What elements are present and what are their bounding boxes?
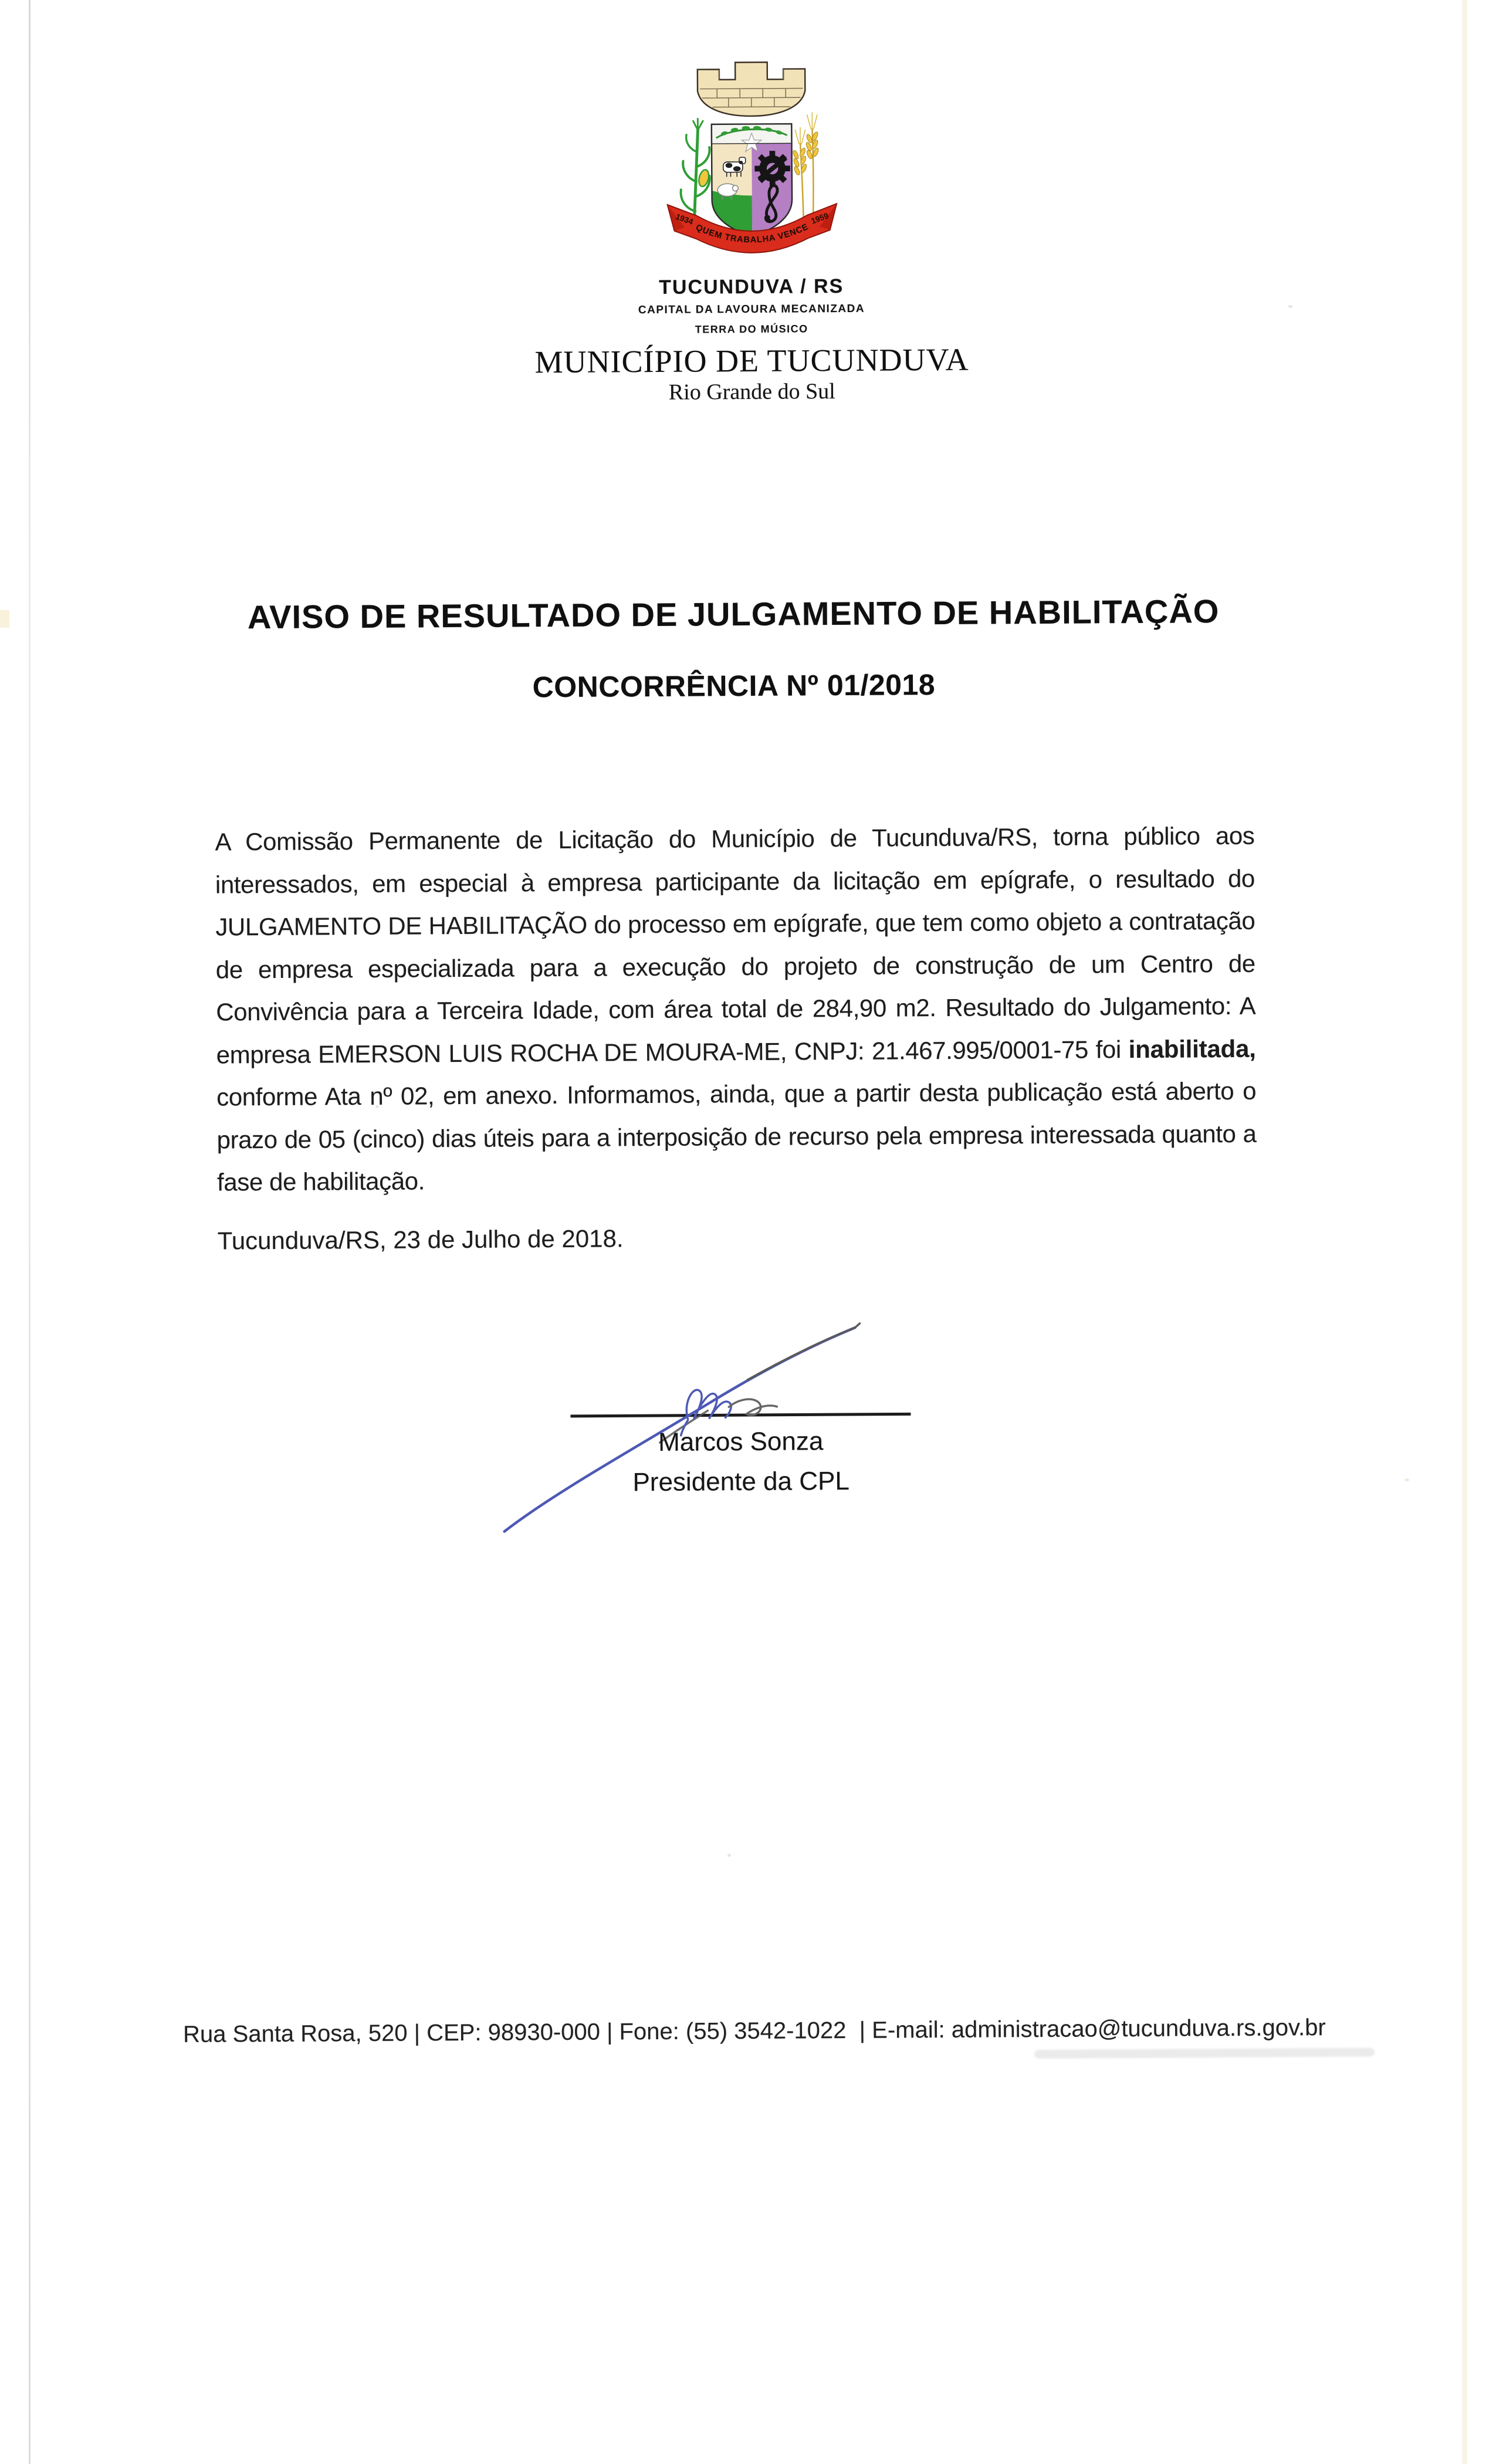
letterhead-city-line: TUCUNDUVA / RS xyxy=(659,275,844,299)
letterhead-municipality: MUNICÍPIO DE TUCUNDUVA xyxy=(534,341,969,380)
scan-artifact-footer-smudge xyxy=(1034,2048,1375,2059)
mural-crown-icon xyxy=(698,62,805,117)
letterhead-tagline-1: CAPITAL DA LAVOURA MECANIZADA xyxy=(638,302,865,317)
signer-name: Marcos Sonza xyxy=(658,1427,824,1457)
footer-contact-line: Rua Santa Rosa, 520 | CEP: 98930-000 | Fone: (55) 3542-1022 | E-mail: administracao@tucunduva.rs.gov.br xyxy=(182,2015,1326,2047)
crest-shield xyxy=(712,124,793,236)
body-text-bold: inabilitada, xyxy=(1128,1034,1256,1063)
body-text-part1: A Comissão Permanente de Licitação do Município de Tucunduva/RS, torna público aos interessados, em especial à empresa participante da licitação em epígrafe, o resultado do JULGAMENTO DE HABILITAÇÃO do processo em epígrafe, que tem como objeto a contratação de empresa especializada para a execução do projeto de construção de um Centro de Convivência para a Terceira Idade, com área total de 284,90 m2. Resultado do Julgamento: A empresa EMERSON LUIS ROCHA DE MOURA-ME, CNPJ: 21.467.995/0001-75 foi xyxy=(215,821,1256,1069)
crest-year-right: 1959 xyxy=(810,211,830,226)
crest-motto: QUEM TRABALHA VENCE xyxy=(694,222,810,245)
notice-date-line: Tucunduva/RS, 23 de Julho de 2018. xyxy=(217,1224,624,1255)
letterhead-tagline-2: TERRA DO MÚSICO xyxy=(695,323,808,336)
signature-line xyxy=(570,1414,911,1416)
notice-title: AVISO DE RESULTADO DE JULGAMENTO DE HABILITAÇÃO xyxy=(247,592,1220,635)
body-text-part2: conforme Ata nº 02, em anexo. Informamos, ainda, que a partir desta publicação está aberto o prazo de 05 (cinco) dias úteis para a interposição de recurso pela empresa interessada quanto a fase de habilitação. xyxy=(216,1077,1257,1196)
gear-icon xyxy=(754,151,790,187)
crest-year-left: 1934 xyxy=(674,212,695,226)
municipal-coat-of-arms xyxy=(659,56,844,263)
signer-role: Presidente da CPL xyxy=(632,1466,849,1497)
notice-subtitle: CONCORRÊNCIA Nº 01/2018 xyxy=(532,668,936,703)
notice-body-paragraph xyxy=(215,815,1257,1204)
letterhead-state: Rio Grande do Sul xyxy=(668,379,835,405)
